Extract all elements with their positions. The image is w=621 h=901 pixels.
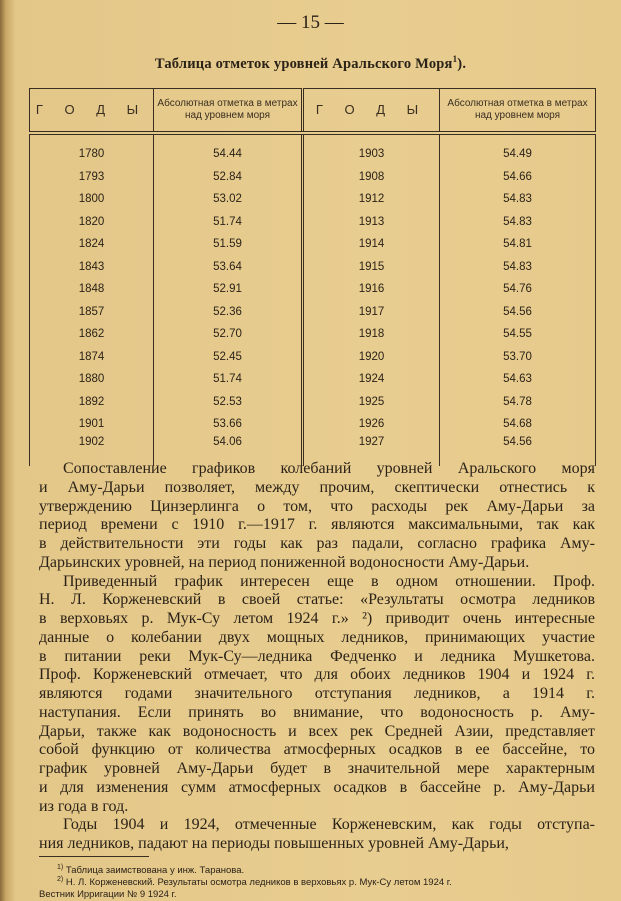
- level-cell: 54.56: [440, 436, 596, 466]
- level-cell: 52.45: [154, 346, 303, 369]
- text-line: и Аму-Дарьи позволяет, между прочим, скептически отнестись к: [39, 478, 595, 496]
- table-row: [30, 256, 596, 279]
- level-cell: 54.66: [440, 166, 596, 189]
- text-line: ния ледников, падают на периоды повышенных уровней Аму-Дарьи,: [39, 835, 509, 852]
- level-cell: 54.76: [440, 278, 596, 301]
- table-row: [30, 188, 596, 211]
- table-title-end: ).: [457, 55, 467, 72]
- level-cell: 54.78: [440, 391, 596, 414]
- year-cell: 1902: [30, 436, 154, 466]
- year-cell: 1824: [30, 233, 154, 256]
- level-cell: 54.56: [440, 301, 596, 324]
- table-row: [30, 211, 596, 234]
- text-line: в действительности эти годы как раз падали, согласно графика Аму-: [39, 535, 595, 552]
- text-line: Н. Л. Корженевский в своей статье: «Результаты осмотра ледников: [39, 591, 595, 609]
- text-line: в верховьях р. Мук-Су летом 1924 г.» ²) приводит очень интересные: [39, 610, 595, 627]
- text-line: утверждению Цинзерлинга о том, что расходы рек Аму-Дарьи за: [39, 497, 595, 515]
- table-title-text: Таблица отметок уровней Аральского Моря: [154, 55, 453, 72]
- year-cell: 1848: [30, 278, 154, 301]
- level-cell: 54.83: [440, 256, 596, 279]
- year-cell: 1916: [303, 278, 440, 301]
- text-line: являются годами значительного отступания ледников, а 1914 г.: [39, 685, 595, 702]
- text-line: из года в год.: [39, 797, 129, 815]
- level-cell: 53.02: [154, 188, 303, 211]
- text-line: наступания. Если принять во внимание, что водоносность р. Аму-: [39, 703, 595, 721]
- level-cell: 54.83: [440, 188, 596, 211]
- level-cell: 52.53: [154, 391, 303, 414]
- text-line: Сопоставление графиков колебаний уровней Аральского моря: [63, 460, 595, 477]
- year-cell: 1926: [303, 413, 440, 436]
- level-cell: 54.63: [440, 368, 596, 391]
- table-row: [30, 346, 596, 369]
- level-cell: 52.70: [154, 323, 303, 346]
- table-row: [30, 133, 596, 166]
- year-cell: 1820: [30, 211, 154, 234]
- year-cell: 1924: [303, 368, 440, 391]
- year-cell: 1793: [30, 166, 154, 189]
- year-cell: 1908: [303, 166, 440, 189]
- level-cell: 54.68: [440, 413, 596, 436]
- footnote-text: Н. Л. Корженевский. Результаты осмотра ледников в верховьях р. Мук-Су летом 1924 г.: [65, 877, 452, 889]
- level-cell: 51.74: [154, 368, 303, 391]
- table-header: [30, 89, 596, 134]
- table-title: [0, 54, 621, 73]
- footnote-mark: 1): [57, 864, 64, 871]
- level-cell: 54.49: [440, 133, 596, 166]
- table-row: [30, 233, 596, 256]
- level-cell: 54.81: [440, 233, 596, 256]
- text-line: данные о колебании двух мощных ледников, принимающих участие: [39, 628, 595, 646]
- footnote-mark: 2): [57, 876, 64, 883]
- text-line: Приведенный график интересен еще в одном отношении. Проф.: [63, 572, 595, 590]
- text-line: и для изменения сумм атмосферных осадков в бассейне р. Аму-Дарьи: [39, 778, 595, 796]
- level-cell: 52.84: [154, 166, 303, 189]
- year-cell: 1918: [303, 323, 440, 346]
- year-cell: 1892: [30, 391, 154, 414]
- text-line: график уровней Аму-Дарьи будет в значительной мере характерным: [39, 760, 595, 777]
- text-line: Дарьинских уровней, на период пониженной водоносности Аму-Дарьи.: [39, 553, 530, 571]
- year-cell: 1920: [303, 346, 440, 369]
- level-cell: 51.59: [154, 233, 303, 256]
- footnote-rule: [39, 856, 149, 857]
- level-cell: 54.44: [154, 133, 303, 166]
- level-cell: 54.83: [440, 211, 596, 234]
- year-cell: 1914: [303, 233, 440, 256]
- level-cell: 53.66: [154, 413, 303, 436]
- text-line: в питании реки Мук-Су—ледника Федченко и ледника Мушкетова.: [39, 647, 595, 665]
- footnote-ref: 1: [452, 54, 458, 64]
- level-cell: 54.55: [440, 323, 596, 346]
- year-cell: 1927: [303, 436, 440, 466]
- table-row: [30, 166, 596, 189]
- text-line: Годы 1904 и 1924, отмеченные Корженевским, как годы отступа-: [63, 816, 595, 834]
- aral-sea-levels-table: [29, 88, 596, 466]
- header-level-2: Абсолютная отметка в метрах над уровнем моря: [440, 89, 596, 134]
- text-line: Дарьи, также как водоносность и всех рек Средней Азии, представляет: [39, 722, 595, 740]
- level-cell: 52.36: [154, 301, 303, 324]
- level-cell: 54.06: [154, 436, 303, 466]
- year-cell: 1862: [30, 323, 154, 346]
- year-cell: 1917: [303, 301, 440, 324]
- table-row: [30, 391, 596, 414]
- year-cell: 1913: [303, 211, 440, 234]
- level-cell: 53.64: [154, 256, 303, 279]
- year-cell: 1843: [30, 256, 154, 279]
- table-row: [30, 368, 596, 391]
- level-cell: 53.70: [440, 346, 596, 369]
- table-row: [30, 323, 596, 346]
- year-cell: 1857: [30, 301, 154, 324]
- footnote-2: [39, 874, 595, 901]
- year-cell: 1780: [30, 133, 154, 166]
- footnote-text-cont: Вестник Ирригации № 9 1924 г.: [39, 889, 177, 901]
- level-cell: 51.74: [154, 211, 303, 234]
- footnote-text: Таблица заимствована у инж. Таранова.: [65, 865, 245, 877]
- header-years-2: Г О Д Ы: [303, 89, 440, 134]
- header-years-1: Г О Д Ы: [30, 89, 154, 134]
- table-row: [30, 301, 596, 324]
- table-row: [30, 413, 596, 436]
- body-text: [39, 460, 595, 854]
- year-cell: 1874: [30, 346, 154, 369]
- level-cell: 52.91: [154, 278, 303, 301]
- year-cell: 1880: [30, 368, 154, 391]
- table-row: [30, 278, 596, 301]
- header-level-1: Абсолютная отметка в метрах над уровнем моря: [154, 89, 303, 134]
- year-cell: 1901: [30, 413, 154, 436]
- year-cell: 1912: [303, 188, 440, 211]
- year-cell: 1925: [303, 391, 440, 414]
- page-number: — 15 —: [277, 12, 344, 33]
- year-cell: 1800: [30, 188, 154, 211]
- text-line: период времени с 1910 г.—1917 г. являются максимальными, так как: [39, 516, 595, 534]
- text-line: собой функцию от количества атмосферных осадков в ее бассейне, то: [39, 741, 595, 759]
- year-cell: 1915: [303, 256, 440, 279]
- text-line: Проф. Корженевский отмечает, что для обоих ледников 1904 и 1924 г.: [39, 666, 595, 684]
- year-cell: 1903: [303, 133, 440, 166]
